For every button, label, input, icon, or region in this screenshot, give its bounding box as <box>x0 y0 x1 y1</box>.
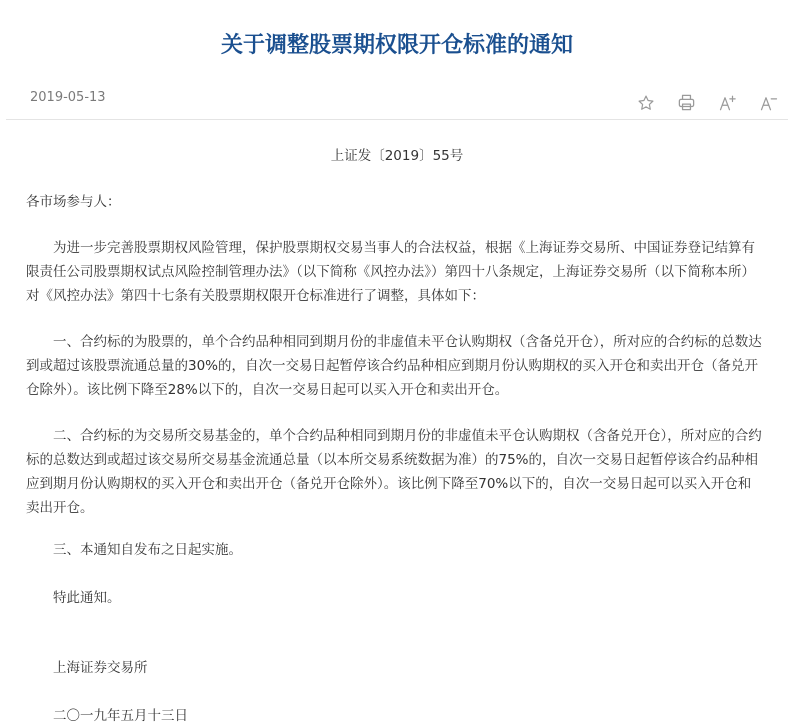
paragraph-effective <box>53 538 791 562</box>
paragraph-text: 一、合约标的为股票的，单个合约品种相同到期月份的非虚值未平仓认购期权（含备兑开仓），所对应的合约标的总数达到或超过该股票流通总量的30%的，自次一交易日起暂停该合约品种相应到期月份认购期权的买入开仓和卖出开仓（备兑开仓除外）。该比例下降至28%以下的，自次一交易日起可以买入开仓和卖出开仓。 <box>26 334 762 398</box>
font-decrease-icon[interactable] <box>757 91 780 114</box>
article-toolbar <box>634 91 780 114</box>
signature-text: 上海证券交易所 <box>53 660 148 676</box>
signature-date <box>53 704 791 728</box>
font-increase-icon[interactable] <box>716 91 739 114</box>
page-title: 关于调整股票期权限开仓标准的通知 <box>220 33 573 58</box>
header-divider <box>6 119 788 120</box>
paragraph-text: 特此通知。 <box>53 590 121 606</box>
signature-date-text: 二〇一九年五月十三日 <box>53 708 188 724</box>
paragraph-text: 二、合约标的为交易所交易基金的，单个合约品种相同到期月份的非虚值未平仓认购期权（含备兑开仓），所对应的合约标的总数达到或超过该交易所交易基金流通总量（以本所交易系统数据为准）的75%的，自次一交易日起暂停该合约品种相应到期月份认购期权的买入开仓和卖出开仓（备兑开仓除外）。该比例下降至70%以下的，自次一交易日起可以买入开仓和卖出开仓。 <box>26 428 762 516</box>
paragraph-text: 三、本通知自发布之日起实施。 <box>53 542 242 558</box>
star-icon[interactable] <box>634 91 657 114</box>
paragraph-intro <box>26 236 764 308</box>
paragraph-closing <box>53 586 791 610</box>
print-icon[interactable] <box>675 91 698 114</box>
paragraph-etf-rule <box>26 424 764 520</box>
salutation <box>26 190 764 214</box>
document-number: 上证发〔2019〕55号 <box>330 148 464 164</box>
paragraph-text: 为进一步完善股票期权风险管理，保护股票期权交易当事人的合法权益，根据《上海证券交易所、中国证券登记结算有限责任公司股票期权试点风险控制管理办法》（以下简称《风控办法》）第四十八条规定，上海证券交易所（以下简称本所）对《风控办法》第四十七条有关股票期权限开仓标准进行了调整，具体如下： <box>26 240 755 304</box>
salutation-text: 各市场参与人： <box>26 194 121 210</box>
publish-date: 2019-05-13 <box>30 90 106 105</box>
signature-org <box>53 656 791 680</box>
paragraph-stock-rule <box>26 330 764 402</box>
